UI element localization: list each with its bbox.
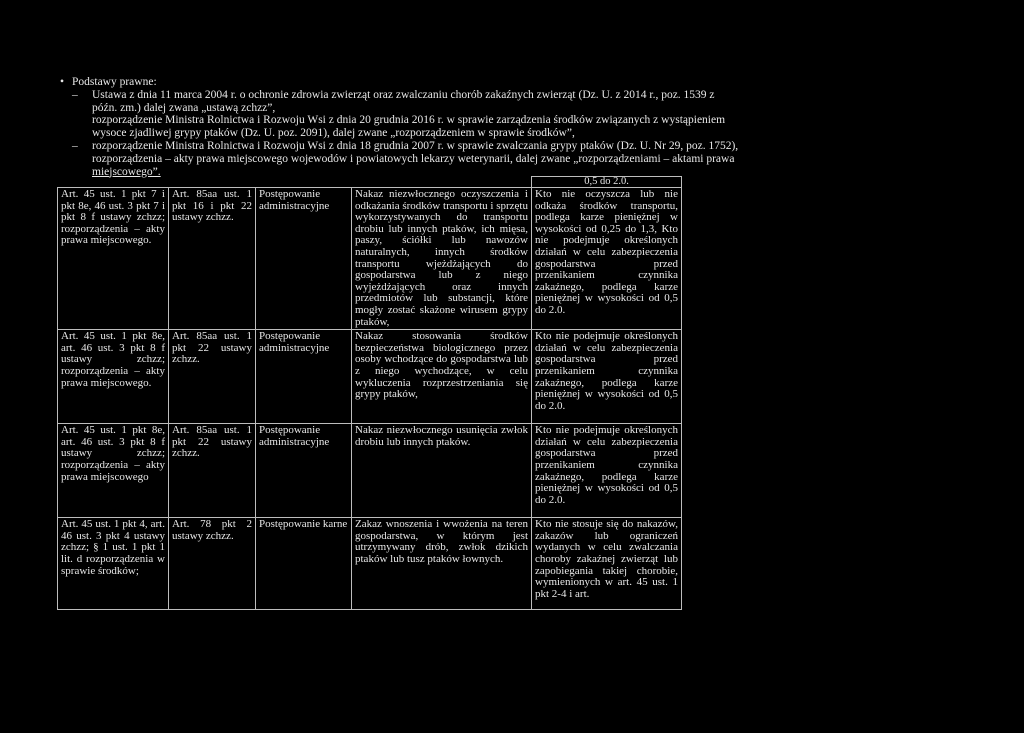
table-cell: 0,5 do 2.0.: [532, 177, 682, 188]
table-cell: Postępowanie administracyjne: [256, 188, 352, 330]
legal-basis-line: miejscowego”.: [92, 165, 161, 178]
table-cell: Kto nie stosuje się do nakazów, zakazów lub ograniczeń wydanych w celu zwalczania choroby zakaźnej zwierząt lub zapobiegania takiej chorobie, wymienionych w art. 45 ust. 1 pkt 2-4 i art.: [532, 518, 682, 610]
table-cell: Kto nie oczyszcza lub nie odkaża środków transportu, podlega karze pieniężnej w wysokości od 0,25 do 1,3, Kto nie podejmuje określonych działań w celu zabezpieczenia gospodarstwa przed przenikaniem czynnika zakaźnego, podlega karze pieniężnej w wysokości od 0,5 do 2.0.: [532, 188, 682, 330]
legal-basis-line: rozporządzenia – akty prawa miejscowego wojewodów i powiatowych lekarzy weterynarii, dalej zwane „rozporządzeniami – aktami prawa: [92, 152, 735, 165]
legal-basis-item: [72, 140, 872, 178]
table-cell: Art. 85aa ust. 1 pkt 22 ustawy zchzz.: [169, 424, 256, 518]
legal-basis-section: [60, 76, 872, 178]
table-top-row: [58, 177, 682, 188]
table-cell: Kto nie podejmuje określonych działań w celu zabezpieczenia gospodarstwa przed przenikaniem czynnika zakaźnego, podlega karze pieniężnej w wysokości od 0,5 do 2.0.: [532, 330, 682, 424]
table-cell: Postępowanie administracyjne: [256, 330, 352, 424]
legal-basis-heading: [60, 76, 872, 89]
legal-basis-item: [72, 89, 872, 140]
table-row: [58, 518, 682, 610]
table-cell: Nakaz niezwłocznego usunięcia zwłok drobiu lub innych ptaków.: [352, 424, 532, 518]
table-row: [58, 188, 682, 330]
table-cell: Nakaz stosowania środków bezpieczeństwa biologicznego przez osoby wchodzące do gospodarstwa lub z niego wychodzące, w celu wykluczenia rozprzestrzeniania się grypy ptaków,: [352, 330, 532, 424]
table-cell: Postępowanie administracyjne: [256, 424, 352, 518]
table-cell: Art. 45 ust. 1 pkt 8e, art. 46 ust. 3 pkt 8 f ustawy zchzz; rozporządzenia – akty prawa miejscowego: [58, 424, 169, 518]
table-cell: Art. 45 ust. 1 pkt 7 i pkt 8e, 46 ust. 3 pkt 7 i pkt 8 f ustawy zchzz; rozporządzenia – akty prawa miejscowego.: [58, 188, 169, 330]
table-cell: Art. 85aa ust. 1 pkt 16 i pkt 22 ustawy zchzz.: [169, 188, 256, 330]
dash-icon: –: [72, 139, 78, 152]
legal-basis-line: rozporządzenie Ministra Rolnictwa i Rozwoju Wsi z dnia 20 grudnia 2016 r. w sprawie zarządzenia środków związanych z wystąpieniem: [92, 114, 726, 127]
legal-basis-line: Ustawa z dnia 11 marca 2004 r. o ochronie zdrowia zwierząt oraz zwalczaniu chorób zakaźnych zwierząt (Dz. U. z 2014 r., poz. 1539 z: [92, 88, 715, 101]
table-cell: Art. 78 pkt 2 ustawy zchzz.: [169, 518, 256, 610]
table-cell: Postępowanie karne: [256, 518, 352, 610]
legal-basis-title: Podstawy prawne:: [72, 76, 157, 88]
legal-basis-line: późn. zm.) dalej zwana „ustawą zchzz”,: [92, 101, 276, 114]
table-cell: Kto nie podejmuje określonych działań w celu zabezpieczenia gospodarstwa przed przenikaniem czynnika zakaźnego, podlega karze pieniężnej w wysokości od 0,5 do 2.0.: [532, 424, 682, 518]
legal-basis-line: wysoce zjadliwej grypy ptaków (Dz. U. poz. 2091), dalej zwane „rozporządzeniem w sprawie środków”,: [92, 127, 575, 140]
legal-basis-line: rozporządzenie Ministra Rolnictwa i Rozwoju Wsi z dnia 18 grudnia 2007 r. w sprawie zwalczania grypy ptaków (Dz. U. Nr 29, poz. 1752),: [92, 139, 739, 152]
table-cell: Zakaz wnoszenia i wwożenia na teren gospodarstwa, w którym jest utrzymywany drób, zwłok dzikich ptaków lub tusz ptaków łownych.: [352, 518, 532, 610]
bullet-icon: •: [60, 76, 65, 88]
table-cell: Nakaz niezwłocznego oczyszczenia i odkażania środków transportu i sprzętu wykorzystywanych do transportu drobiu lub innych ptaków, ich mięsa, paszy, ściółki lub nawozów naturalnych, innych środków transportu wjeżdżających do gospodarstwa lub z niego wyjeżdżających oraz innych przedmiotów lub substancji, które mogły zostać skażone wirusem grypy ptaków,: [352, 188, 532, 330]
table-row: [58, 424, 682, 518]
sanctions-table: [57, 176, 682, 610]
table-row: [58, 330, 682, 424]
dash-icon: –: [72, 88, 78, 101]
table-cell: Art. 45 ust. 1 pkt 8e, art. 46 ust. 3 pkt 8 f ustawy zchzz; rozporządzenia – akty prawa miejscowego.: [58, 330, 169, 424]
table-cell: Art. 85aa ust. 1 pkt 22 ustawy zchzz.: [169, 330, 256, 424]
table-cell: Art. 45 ust. 1 pkt 4, art. 46 ust. 3 pkt 4 ustawy zchzz; § 1 ust. 1 pkt 1 lit. d rozporządzenia w sprawie środków;: [58, 518, 169, 610]
